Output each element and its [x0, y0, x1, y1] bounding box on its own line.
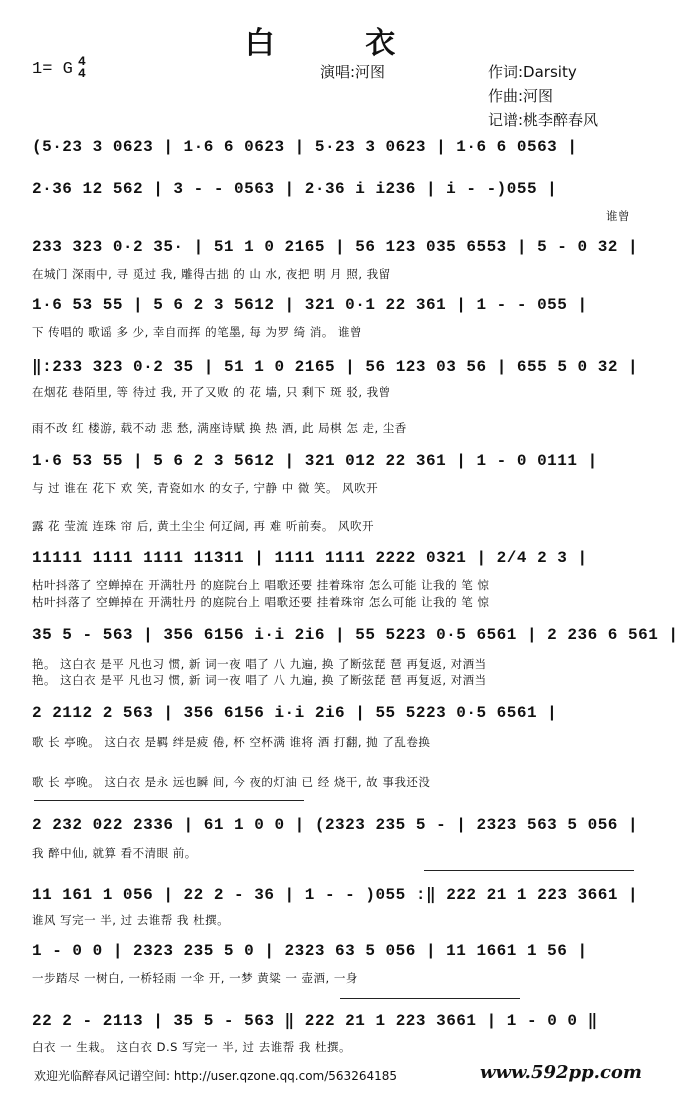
lyric-line: 雨不改 红 楼游, 载不动 悲 愁, 满座诗赋 换 热 酒, 此 局棋 怎 走, 尘香	[32, 421, 407, 435]
lyric-line: 歌 长 亭晚。 这白衣 是羁 绊是疲 倦, 杯 空杯满 谁将 酒 打翻, 抛 了乱卷换	[32, 735, 431, 749]
singer-credit: 演唱:河图	[320, 63, 386, 81]
notation-line: 11111 1111 1111 11311 | 1111 1111 2222 0321 | 2/4 2 3 |	[32, 549, 588, 567]
lyric-line: 与 过 谁在 花下 欢 笑, 青瓷如水 的女子, 宁静 中 微 笑。 风吹开	[32, 481, 379, 495]
lyric-line: 白衣 一 生栽。 这白衣 D.S 写完一 半, 过 去谁帮 我 杜撰。	[32, 1040, 352, 1054]
lyric-line: 我 醉中仙, 就算 看不清眼 前。	[32, 846, 197, 860]
lyric-line: 在城门 深雨中, 寻 觅过 我, 雕得古拙 的 山 水, 夜把 明 月 照, 我留	[32, 267, 391, 281]
time-signature-bottom: 4	[78, 66, 86, 81]
lyric-line: 艳。 这白衣 是平 凡也习 惯, 新 词一夜 唱了 八 九遍, 换 了断弦琵 琶 再复返, 对酒当	[32, 657, 487, 671]
site-logo: www.592pp.com	[480, 1062, 642, 1083]
notation-line: 2 2112 2 563 | 356 6156 i·i 2i6 | 55 5223 0·5 6561 |	[32, 704, 558, 722]
lyric-line: 歌 长 亭晚。 这白衣 是永 远也瞬 间, 今 夜的灯油 已 经 烧干, 故 事我还没	[32, 775, 431, 789]
volta-bracket	[424, 870, 634, 871]
notation-line: 1 - 0 0 | 2323 235 5 0 | 2323 63 5 056 | 11 1661 1 56 |	[32, 942, 588, 960]
lyric-line: 一步踏尽 一树白, 一桥轻雨 一伞 开, 一梦 黄粱 一 壶酒, 一身	[32, 971, 358, 985]
notation-line: 2 232 022 2336 | 61 1 0 0 | (2323 235 5 - | 2323 563 5 056 |	[32, 816, 639, 834]
notation-line: 11 161 1 056 | 22 2 - 36 | 1 - - )055 :‖ 222 21 1 223 3661 |	[32, 886, 639, 904]
volta-bracket	[340, 998, 520, 999]
lyric-line: 枯叶抖落了 空蝉掉在 开满牡丹 的庭院台上 唱歌还要 挂着珠帘 怎么可能 让我的 笔 惊	[32, 578, 490, 592]
key-signature: 1= G	[32, 60, 73, 79]
lyricist-credit: 作词:Darsity	[488, 63, 577, 81]
lyric-line: 枯叶抖落了 空蝉掉在 开满牡丹 的庭院台上 唱歌还要 挂着珠帘 怎么可能 让我的 笔 惊	[32, 595, 490, 609]
lyric-line: 谁曾	[606, 209, 630, 223]
time-signature	[78, 56, 86, 80]
notation-line: 35 5 - 563 | 356 6156 i·i 2i6 | 55 5223 0·5 6561 | 2 236 6 561 |	[32, 626, 679, 644]
notation-line: 2·36 12 562 | 3 - - 0563 | 2·36 i i236 | i - -)055 |	[32, 180, 558, 198]
notation-line: 233 323 0·2 35· | 51 1 0 2165 | 56 123 035 6553 | 5 - 0 32 |	[32, 238, 639, 256]
lyric-line: 艳。 这白衣 是平 凡也习 惯, 新 词一夜 唱了 八 九遍, 换 了断弦琵 琶 再复返, 对酒当	[32, 673, 487, 687]
notation-line: 22 2 - 2113 | 35 5 - 563 ‖ 222 21 1 223 3661 | 1 - 0 0 ‖	[32, 1012, 598, 1030]
time-signature-top: 4	[78, 54, 86, 69]
lyric-line: 在烟花 巷陌里, 等 待过 我, 开了又败 的 花 墙, 只 剩下 斑 驳, 我曾	[32, 385, 391, 399]
volta-bracket	[34, 800, 304, 801]
notation-line: (5·23 3 0623 | 1·6 6 0623 | 5·23 3 0623 | 1·6 6 0563 |	[32, 138, 578, 156]
notation-line: 1·6 53 55 | 5 6 2 3 5612 | 321 012 22 361 | 1 - 0 0111 |	[32, 452, 598, 470]
lyric-line: 下 传唱的 歌谣 多 少, 幸自而挥 的笔墨, 每 为罗 绮 消。 谁曾	[32, 325, 363, 339]
composer-credit: 作曲:河图	[488, 87, 554, 105]
notation-line: ‖:233 323 0·2 35 | 51 1 0 2165 | 56 123 03 56 | 655 5 0 32 |	[32, 358, 639, 376]
lyric-line: 露 花 莹流 连珠 帘 后, 黄土尘尘 何辽阔, 再 难 听前奏。 风吹开	[32, 519, 375, 533]
lyric-line: 谁风 写完一 半, 过 去谁帮 我 杜撰。	[32, 913, 230, 927]
footer-visit-text: 欢迎光临醉春风记谱空间: http://user.qzone.qq.com/563264185	[34, 1069, 398, 1083]
notation-line: 1·6 53 55 | 5 6 2 3 5612 | 321 0·1 22 361 | 1 - - 055 |	[32, 296, 588, 314]
song-title: 白 衣	[244, 26, 436, 61]
transcriber-credit: 记谱:桃李醉春风	[488, 111, 599, 129]
